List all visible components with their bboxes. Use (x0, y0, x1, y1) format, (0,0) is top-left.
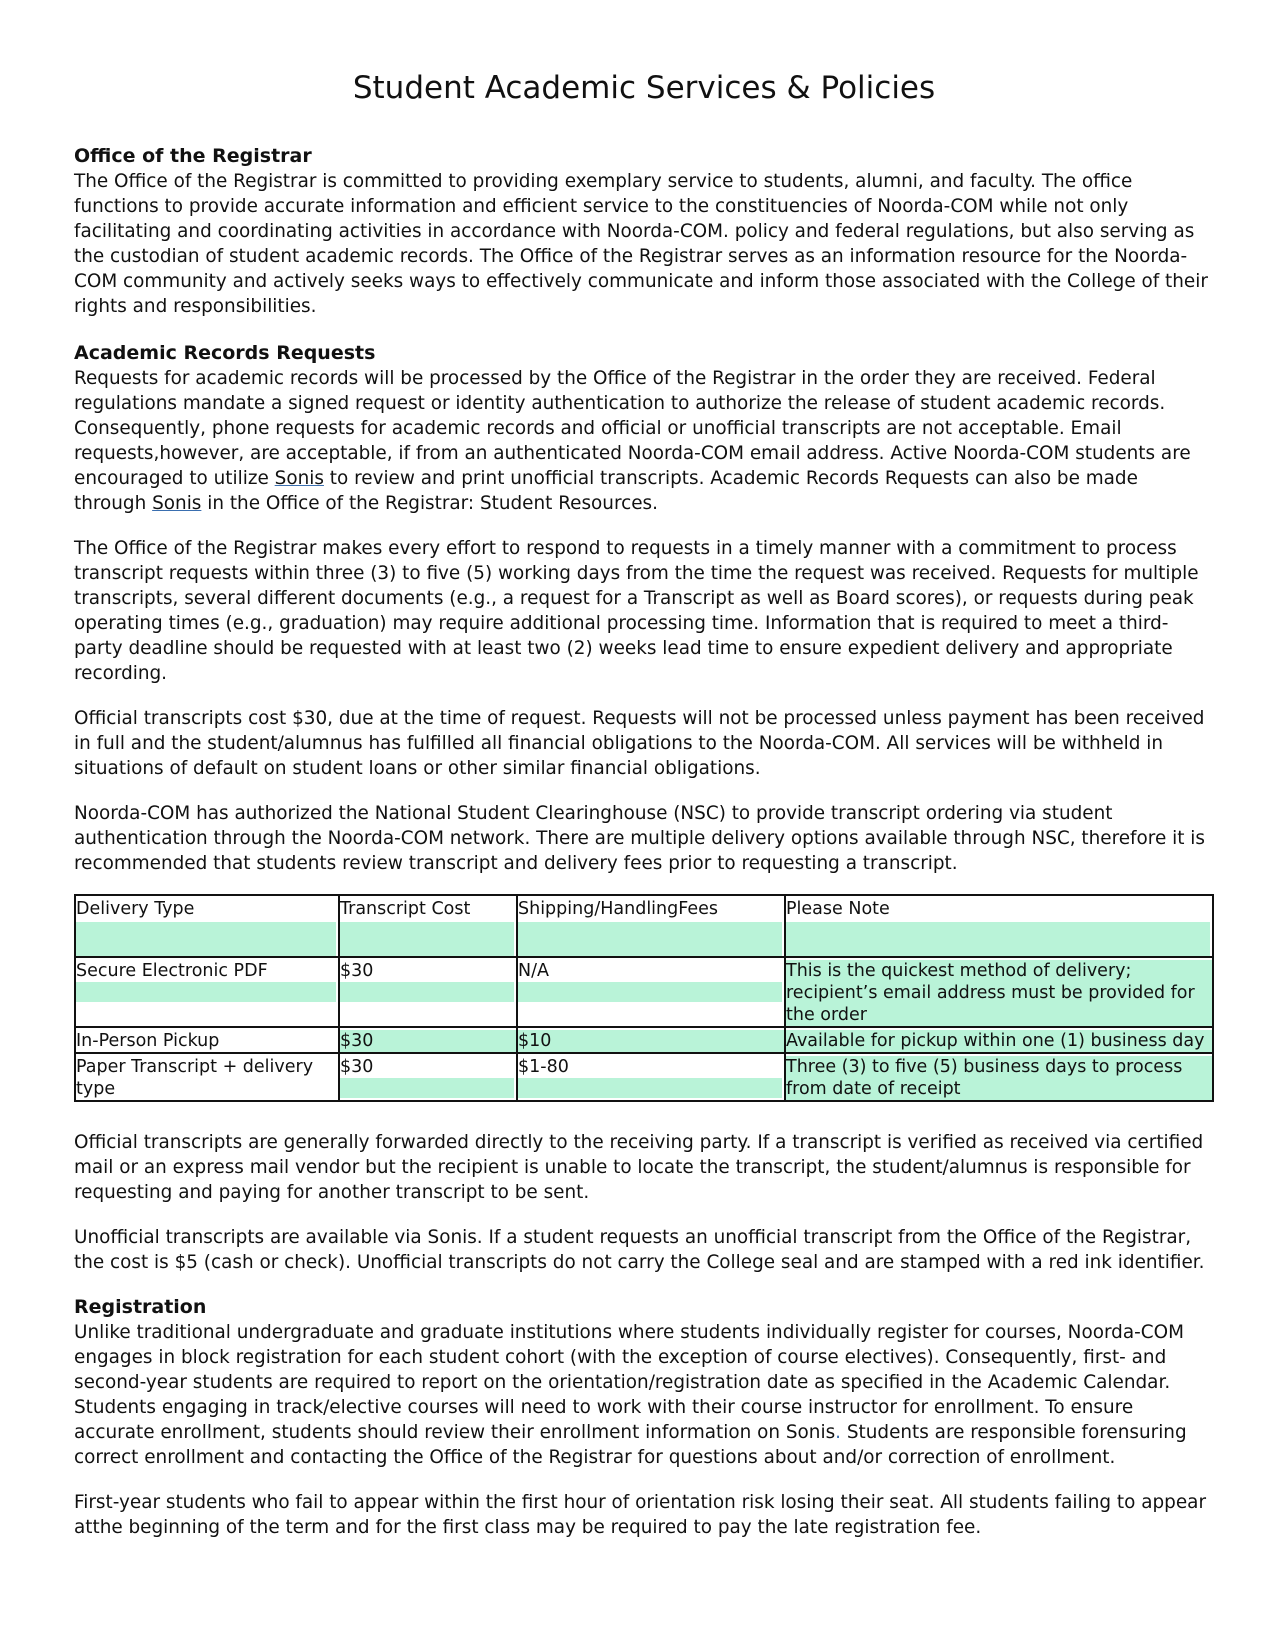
highlight-strip (340, 922, 514, 956)
header-cell (75, 895, 339, 957)
cell-text: $30 (340, 961, 374, 981)
registration-paragraph-2: First-year students who fail to appear within the first hour of orientation risk losing their seat. All students failing to appear atthe beginning of the term and for the first class may be required to pay the late registration fee. (74, 1492, 1207, 1538)
cell-text: Paper Transcript + delivery type (76, 1057, 314, 1099)
records-paragraph-6: Unofficial transcripts are available via Sonis. If a student requests an unofficial transcript from the Office of the Registrar, the cost is $5 (cash or check). Unofficial transcripts do not carry the College seal and are stamped with a red ink identifier. (74, 1227, 1205, 1273)
cell-text: Three (3) to five (5) business days to process from date of receipt (786, 1056, 1212, 1100)
table-cell (785, 1053, 1213, 1101)
header-shipping-fees: Shipping/HandlingFees (518, 899, 719, 919)
header-cell (339, 895, 517, 957)
table-row (75, 1027, 1213, 1053)
records-paragraph-4: Noorda-COM has authorized the National Student Clearinghouse (NSC) to provide transcript ordering via student authentication through the Noorda-COM network. There are multiple delivery options available through NSC, therefore it is recommended that students review transcript and delivery fees prior to requesting a transcript. (74, 803, 1205, 874)
records-paragraph-3: Official transcripts cost $30, due at the time of request. Requests will not be processed unless payment has been received in full and the student/alumnus has fulfilled all financial obligations to the Noorda-COM. All services will be withheld in situations of default on student loans or other similar financial obligations. (74, 708, 1205, 779)
registration-text-a: Unlike traditional undergraduate and graduate institutions where students individually register for courses, Noorda-COM engages in block registration for each student cohort (with the exception of course electives). Consequently, first- and second-year students are required to report on the orientation/registration date as specified in the Academic Calendar. Students engaging in track/elective courses will need to work with their course instructor for enrollment. To ensure accurate enrollment, students should review their enrollment information on Sonis (74, 1322, 1184, 1443)
cell-text: Available for pickup within one (1) business day (786, 1030, 1212, 1052)
cell-text: This is the quickest method of delivery; recipient’s email address must be provided for the order (786, 960, 1212, 1026)
highlight-strip (76, 982, 336, 1002)
registration-dot: . (835, 1422, 842, 1443)
registration-section (74, 1295, 1214, 1540)
delivery-table (74, 894, 1214, 1102)
table-cell (517, 1027, 785, 1053)
records-text-c: in the Office of the Registrar: Student Resources. (201, 493, 658, 514)
registration-text-b: Students are responsible forensuring correct enrollment and contacting the Office of the Registrar for questions about and/or correction of enrollment. (74, 1422, 1187, 1468)
table-cell (75, 1053, 339, 1101)
header-please-note: Please Note (786, 899, 890, 919)
table-cell (517, 957, 785, 1027)
table-cell (75, 1027, 339, 1053)
highlight-strip (786, 922, 1210, 956)
table-row (75, 1053, 1213, 1101)
page-title: Student Academic Services & Policies (352, 70, 936, 106)
table-header-row (75, 895, 1213, 957)
cell-text: $30 (340, 1057, 374, 1077)
records-paragraph-1 (74, 366, 1214, 516)
cell-text: $30 (340, 1030, 516, 1052)
header-transcript-cost: Transcript Cost (340, 899, 471, 919)
records-paragraph-5: Official transcripts are generally forwarded directly to the receiving party. If a transcript is verified as received via certified mail or an express mail vendor but the recipient is unable to locate the transcript, the student/alumnus is responsible for requesting and paying for another transcript to be sent. (74, 1132, 1204, 1203)
highlight-strip (518, 1078, 782, 1098)
sonis-link-2[interactable]: Sonis (152, 493, 202, 514)
records-section (74, 341, 1214, 1275)
highlight-strip (340, 1078, 514, 1098)
cell-text: $10 (518, 1030, 784, 1052)
registrar-heading: Office of the Registrar (74, 145, 312, 167)
highlight-strip (518, 982, 782, 1002)
header-delivery-type: Delivery Type (76, 899, 195, 919)
records-paragraph-2: The Office of the Registrar makes every effort to respond to requests in a timely manner with a commitment to process transcript requests within three (3) to five (5) working days from the time the request was received. Requests for multiple transcripts, several different documents (e.g., a request for a Transcript as well as Board scores), or requests during peak operating times (e.g., graduation) may require additional processing time. Information that is required to meet a third-party deadline should be requested with at least two (2) weeks lead time to ensure expedient delivery and appropriate recording. (74, 538, 1199, 684)
table-cell (785, 1027, 1213, 1053)
header-cell (517, 895, 785, 957)
registration-paragraph-1 (74, 1320, 1214, 1470)
table-cell (339, 1053, 517, 1101)
highlight-strip (340, 982, 514, 1002)
document-page (74, 70, 1214, 1560)
records-heading: Academic Records Requests (74, 342, 376, 364)
highlight-strip (518, 922, 782, 956)
cell-text: N/A (518, 961, 549, 981)
table-cell (517, 1053, 785, 1101)
cell-text: $1-80 (518, 1057, 569, 1077)
table-cell (339, 1027, 517, 1053)
registrar-section (74, 144, 1214, 319)
sonis-link-1[interactable]: Sonis (274, 468, 324, 489)
highlight-strip (76, 922, 336, 956)
registrar-paragraph: The Office of the Registrar is committed to providing exemplary service to students, alumni, and faculty. The office functions to provide accurate information and efficient service to the constituencies of Noorda-COM while not only facilitating and coordinating activities in accordance with Noorda-COM. policy and federal regulations, but also serving as the custodian of student academic records. The Office of the Registrar serves as an information resource for the Noorda-COM community and actively seeks ways to effectively communicate and inform those associated with the College of their rights and responsibilities. (74, 171, 1208, 317)
table-cell (339, 957, 517, 1027)
table-cell (75, 957, 339, 1027)
registration-heading: Registration (74, 1296, 207, 1318)
header-cell (785, 895, 1213, 957)
records-text-b: to review and print unofficial transcripts. Academic Records Requests can also be made through (74, 468, 1138, 514)
cell-text: In-Person Pickup (76, 1031, 220, 1051)
cell-text: Secure Electronic PDF (76, 961, 268, 981)
table-row (75, 957, 1213, 1027)
records-text-a: Requests for academic records will be processed by the Office of the Registrar in the order they are received. Federal regulations mandate a signed request or identity authentication to authorize the release of student academic records. Consequently, phone requests for academic records and official or unofficial transcripts are not acceptable. Email requests,however, are acceptable, if from an authenticated Noorda-COM email address. Active Noorda-COM students are encouraged to utilize (74, 368, 1191, 489)
table-cell (785, 957, 1213, 1027)
